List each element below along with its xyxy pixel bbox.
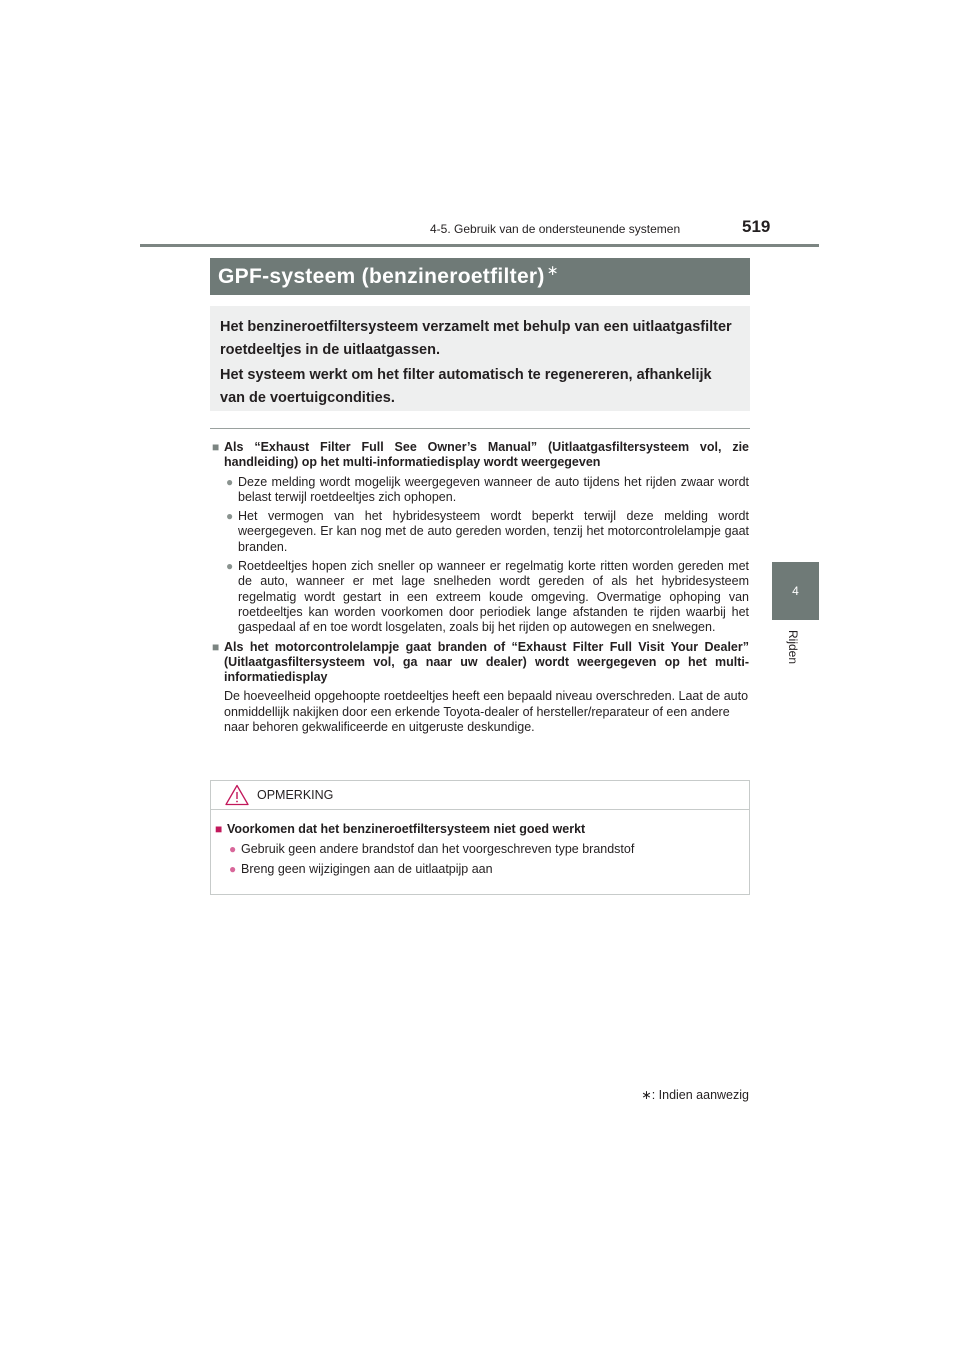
main-content xyxy=(212,440,749,735)
chapter-tab xyxy=(772,562,819,620)
section-divider xyxy=(210,428,750,429)
square-bullet-icon: ■ xyxy=(215,822,223,836)
page-number: 519 xyxy=(742,217,771,236)
title-asterisk: ∗ xyxy=(546,262,559,278)
footnote xyxy=(641,1087,749,1102)
round-bullet-icon: ● xyxy=(226,559,234,574)
section-title: GPF-systeem (benzineroetfilter) xyxy=(218,264,545,288)
list-item: ● Gebruik geen andere brandstof dan het voorgeschreven type brandstof xyxy=(229,842,635,856)
round-bullet-icon: ● xyxy=(226,474,234,489)
notice-box xyxy=(210,780,750,895)
footnote-text: : Indien aanwezig xyxy=(651,1088,749,1102)
square-bullet-icon: ■ xyxy=(212,639,220,654)
warning-triangle-icon xyxy=(225,784,249,806)
chapter-number: 4 xyxy=(792,584,799,598)
header-rule xyxy=(140,244,819,247)
list-item: ● Het vermogen van het hybridesysteem wordt beperkt terwijl deze melding wordt weergegeven. Er kan nog met de auto gereden worden, tenzij het motorcontrolelampje gaat branden. xyxy=(226,509,749,554)
notice-title: OPMERKING xyxy=(257,788,334,802)
round-bullet-icon: ● xyxy=(229,842,237,856)
list-item: ● Deze melding wordt mogelijk weergegeven wanneer de auto tijdens het rijden zwaar wordt belast terwijl roetdeeltjes zich ophopen. xyxy=(226,474,749,504)
topic-heading: ■ Als “Exhaust Filter Full See Owner’s Manual” (Uitlaatgasfiltersysteem vol, zie handleiding) op het multi-informatiedisplay wordt weergegeven xyxy=(212,440,749,470)
list-item: ● Breng geen wijzigingen aan de uitlaatpijp aan xyxy=(229,862,493,876)
notice-header xyxy=(211,781,749,810)
running-header: 4-5. Gebruik van de ondersteunende systemen xyxy=(430,222,681,236)
list-item: ● Roetdeeltjes hopen zich sneller op wanneer er regelmatig korte ritten worden gereden met de auto, wanneer er met lage snelheden wordt gereden of als het hybridesysteem regelmatig wordt gestart in een extreem koude omgeving. Overmatige ophoping van roetdeeltjes kan worden voorkomen door periodiek lange afstanden te rijden waarbij het gaspedaal af en toe wordt losgelaten, zoals bij het rijden op autowegen en snelwegen. xyxy=(226,559,749,635)
footnote-symbol: ∗ xyxy=(641,1088,652,1102)
square-bullet-icon: ■ xyxy=(212,440,220,454)
intro-paragraph: Het benzineroetfiltersysteem verzamelt met behulp van een uitlaatgasfilter roetdeeltjes in de uitlaatgassen. xyxy=(220,319,732,358)
round-bullet-icon: ● xyxy=(229,862,237,876)
notice-body xyxy=(211,810,749,877)
chapter-label: Rijden xyxy=(786,630,800,665)
topic-heading: ■ Als het motorcontrolelampje gaat branden of “Exhaust Filter Full Visit Your Dealer” (Uitlaatgasfiltersysteem vol, ga naar uw dealer) wordt weergegeven op het multi-informatiedisplay xyxy=(212,639,749,685)
section-title-bar xyxy=(210,258,750,295)
intro-box xyxy=(210,306,750,411)
notice-heading: ■ Voorkomen dat het benzineroetfiltersysteem niet goed werkt xyxy=(215,822,586,836)
round-bullet-icon: ● xyxy=(226,509,234,524)
topic-paragraph: De hoeveelheid opgehoopte roetdeeltjes heeft een bepaald niveau overschreden. Laat de auto onmiddellijk nakijken door een erkende Toyota-dealer of hersteller/reparateur of een andere naar behoren gekwalificeerde en uitgeruste deskundige. xyxy=(224,689,749,735)
intro-paragraph: Het systeem werkt om het filter automatisch te regenereren, afhankelijk van de voertuigcondities. xyxy=(220,367,712,406)
